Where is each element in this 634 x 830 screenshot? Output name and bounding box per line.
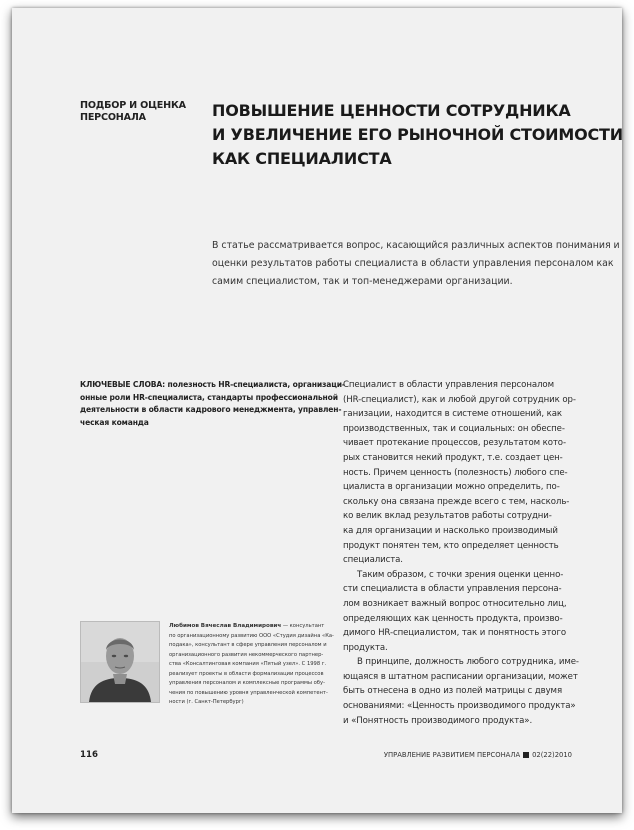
body-line: ганизации, находится в системе отношений, как <box>343 409 563 420</box>
author-name: Любимов Вячеслав Владимирович <box>169 623 282 629</box>
page-number: 116 <box>80 750 98 760</box>
body-line: производственных, так и социальных: он обеспе- <box>343 423 565 434</box>
body-line: В принципе, должность любого сотрудника, име- <box>357 657 579 668</box>
body-line: Специалист в области управления персоналом <box>343 380 554 390</box>
body-line: и «Понятность производимого продукта». <box>343 715 533 726</box>
body-line: (HR-специалист), как и любой другой сотрудник ор- <box>343 394 576 405</box>
author-photo <box>80 621 160 703</box>
article-abstract <box>212 237 620 291</box>
author-bio-line: подака», консультант в сфере управления персоналом и <box>169 642 327 648</box>
section-label <box>80 100 200 124</box>
author-bio-text: — консультант <box>281 623 325 629</box>
author-bio-line: по организационному развитию ООО «Студия дизайна «Ка- <box>169 632 334 639</box>
journal-issue: 02(22)2010 <box>532 751 572 759</box>
body-line: ющаяся в штатном расписании организации, может <box>343 671 578 682</box>
title-line: ПОВЫШЕНИЕ ЦЕННОСТИ СОТРУДНИКА <box>212 101 571 120</box>
body-line: быть отнесена в одно из полей матрицы с двумя <box>343 686 563 697</box>
abstract-line: оценки результатов работы специалиста в области управления персоналом как <box>212 258 614 269</box>
author-bio <box>169 622 339 708</box>
author-bio-line: управления персоналом и комплексные программы обу- <box>169 680 325 686</box>
article-body <box>343 378 605 728</box>
body-line: скольку она связана прежде всего с тем, насколь- <box>343 496 570 507</box>
body-line: ность. Причем ценность (полезность) любого спе- <box>343 467 568 478</box>
body-line: рых становится некий продукт, т.е. создает цен- <box>343 452 563 463</box>
body-line: сти специалиста в области управления персона- <box>343 584 562 595</box>
author-bio-line <box>169 622 339 632</box>
body-line: специалиста. <box>343 555 403 566</box>
author-bio-line: чения по повышению уровня управленческой компетент- <box>169 689 328 696</box>
journal-name: УПРАВЛЕНИЕ РАЗВИТИЕМ ПЕРСОНАЛА <box>383 751 521 759</box>
abstract-line: В статье рассматривается вопрос, касающийся различных аспектов понимания и <box>212 240 620 251</box>
article-title <box>212 99 623 171</box>
body-line: лом возникает важный вопрос относительно лиц, <box>343 598 567 609</box>
body-line: основаниями: «Ценность производимого продукта» <box>343 701 576 712</box>
keywords-line: КЛЮЧЕВЫЕ СЛОВА: полезность HR-специалиста, организаци- <box>80 380 345 389</box>
body-line: продукта. <box>343 642 388 653</box>
title-line: И УВЕЛИЧЕНИЕ ЕГО РЫНОЧНОЙ СТОИМОСТИ <box>212 125 623 144</box>
author-bio-line: ности (г. Санкт-Петербург) <box>169 699 244 705</box>
body-line: продукт понятен тем, кто определяет ценность <box>343 540 559 551</box>
body-line: димого HR-специалистом, так и понятность этого <box>343 628 567 639</box>
author-portrait-icon <box>81 622 159 702</box>
body-line: ко велик вклад результатов работы сотрудни- <box>343 511 552 522</box>
section-label-line: ПОДБОР И ОЦЕНКА <box>80 100 186 111</box>
title-line: КАК СПЕЦИАЛИСТА <box>212 149 392 168</box>
journal-footer <box>384 751 572 759</box>
magazine-page <box>12 8 622 813</box>
author-bio-line: ства «Консалтинговая компания «Пятый узел». С 1998 г. <box>169 661 327 667</box>
body-line: чивает протекание процессов, результатом кото- <box>343 438 566 449</box>
keywords-block <box>80 379 345 429</box>
keywords-line: онные роли HR-специалиста, стандарты профессиональной <box>80 392 338 402</box>
section-label-line: ПЕРСОНАЛА <box>80 112 146 123</box>
author-bio-line: организационного развития некоммерческого партнер- <box>169 651 324 658</box>
author-bio-line: реализует проекты в области формализации процессов <box>169 670 324 677</box>
square-icon <box>523 752 529 758</box>
body-line: ка для организации и насколько производимый <box>343 525 558 536</box>
body-line: циалиста в организации можно определить, по- <box>343 482 560 493</box>
body-line: определяющих как ценность продукта, произво- <box>343 613 563 624</box>
keywords-line: деятельности в области кадрового менеджмента, управлен- <box>80 405 342 415</box>
keywords-line: ческая команда <box>80 417 149 427</box>
abstract-line: самим специалистом, так и топ-менеджерами организации. <box>212 276 513 287</box>
body-line: Таким образом, с точки зрения оценки ценно- <box>357 569 564 580</box>
